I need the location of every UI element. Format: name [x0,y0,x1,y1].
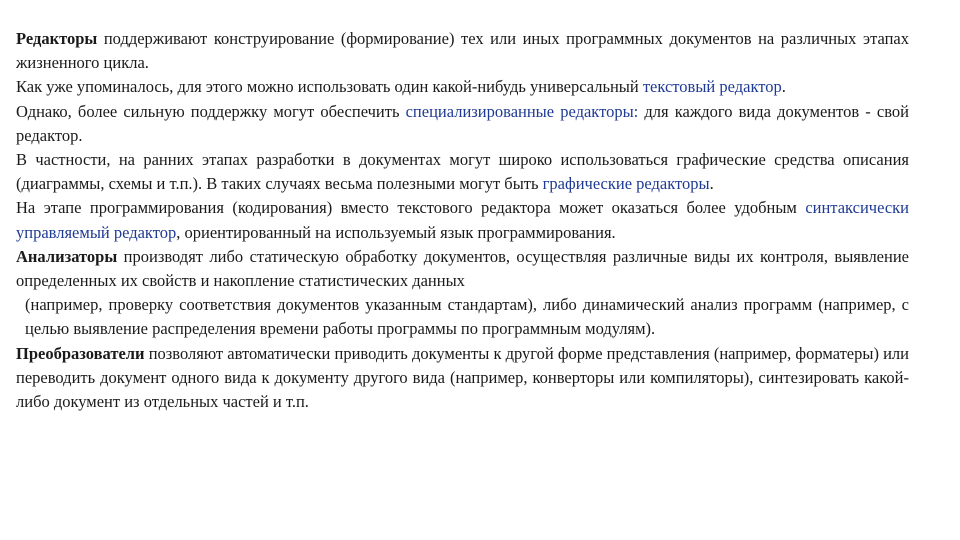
link-graphic-editors[interactable]: графические редакторы [542,174,710,194]
paragraph-editors-text: поддерживают конструирование (формирование) тех или иных программных документов на различных этапах жизненного цикла. [16,29,909,73]
paragraph-syntax-editor-text: На этапе программирования (кодирования) вместо текстового редактора может оказаться более удобным [16,198,806,218]
paragraph-specialized-editors [16,100,909,148]
paragraph-text-editor-tail: . [781,77,786,97]
paragraph-specialized-editors-text: Однако, более сильную поддержку могут обеспечить [16,101,406,121]
paragraph-analyzers-text: производят либо статическую обработку документов, осуществляя различные виды их контроля, выявление определенных их свойств и накопление статистических данных [16,246,909,291]
term-analyzers: Анализаторы [16,246,118,266]
paragraph-syntax-editor-tail: , ориентированный на используемый язык программирования. [176,222,616,242]
paragraph-syntax-editor [16,196,909,244]
paragraph-analyzers [16,245,909,293]
term-converters: Преобразователи [16,343,145,363]
paragraph-converters [16,342,909,415]
paragraph-graphic-editors-tail: . [709,174,714,194]
paragraph-text-editor [16,75,909,99]
link-syntax-editor[interactable]: синтаксически управляемый редактор [16,198,909,242]
link-specialized-editors[interactable]: специализированные редакторы: [405,101,639,121]
paragraph-converters-text: позволяют автоматически приводить документы к другой форме представления (например, форматеры) или переводить документ одного вида к документу другого вида (например, конверторы или компиляторы), синтезировать какой-либо документ из отдельных частей и т.п. [16,343,909,412]
paragraph-graphic-editors [16,148,909,196]
paragraph-editors [16,27,909,75]
paragraph-analyzers-continued-text: (например, проверку соответствия документов указанным стандартам), либо динамический анализ программ (например, с целью выявление распределения времени работы программы по программным модулям). [25,295,909,339]
paragraph-text-editor-text: Как уже упоминалось, для этого можно использовать один какой-нибудь универсальный [16,77,643,97]
link-text-editor[interactable]: текстовый редактор [642,77,782,97]
term-editors: Редакторы [16,29,98,48]
paragraph-specialized-editors-tail: для каждого вида документов - свой редактор. [16,101,909,145]
paragraph-analyzers-continued [16,293,909,341]
paragraph-graphic-editors-text: В частности, на ранних этапах разработки в документах могут широко использоваться графические средства описания (диаграммы, схемы и т.п.). В таких случаях весьма полезными могут быть [16,150,909,194]
